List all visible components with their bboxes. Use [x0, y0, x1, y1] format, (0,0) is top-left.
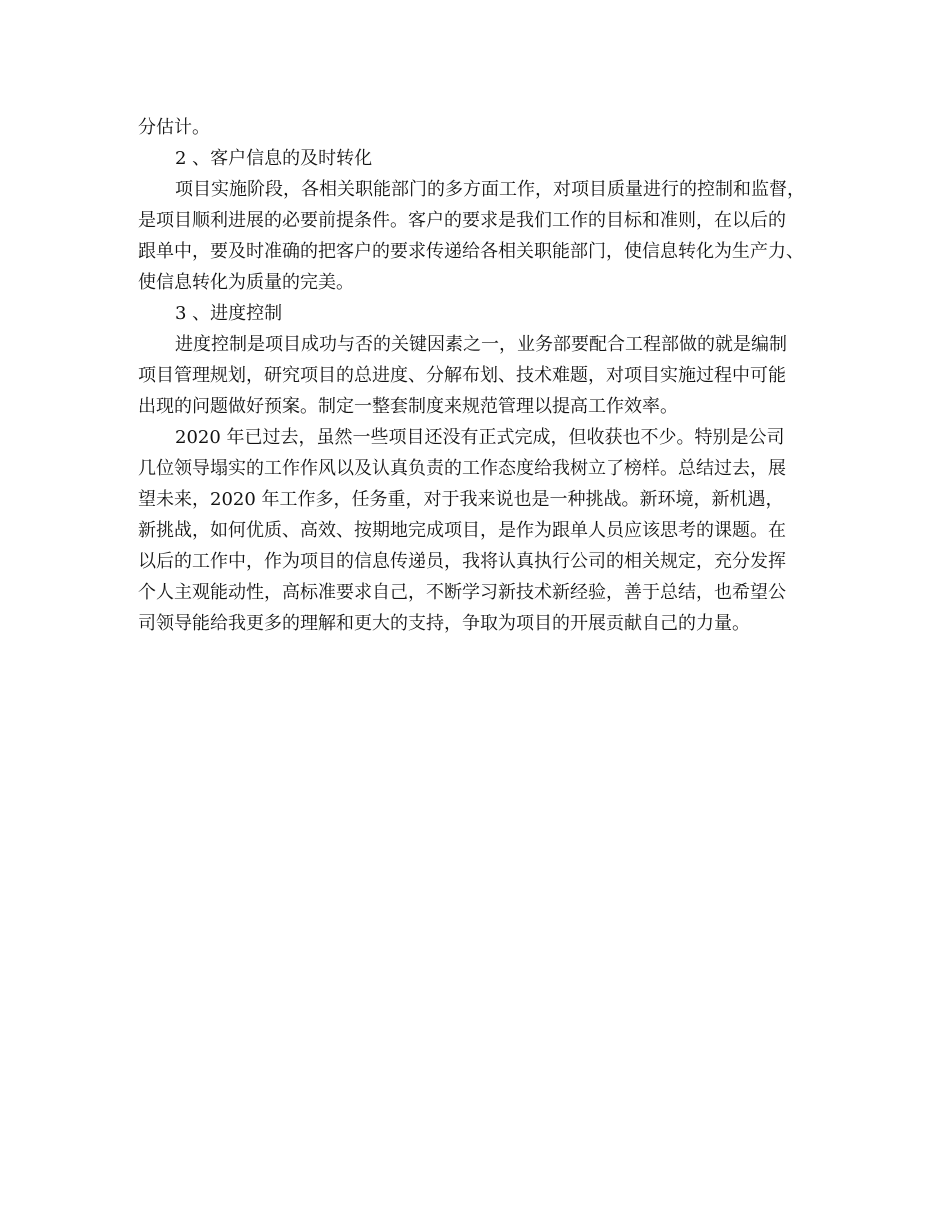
text-line: 司领导能给我更多的理解和更大的支持，争取为项目的开展贡献自己的力量。	[138, 613, 750, 634]
section-heading-progress-control	[138, 298, 828, 329]
text-line: 项目实施阶段，各相关职能部门的多方面工作，对项目质量进行的控制和监督，	[175, 179, 805, 200]
document-body	[138, 112, 828, 639]
text-line: 以后的工作中，作为项目的信息传递员，我将认真执行公司的相关规定，充分发挥	[138, 551, 786, 572]
text-line: 项目管理规划，研究项目的总进度、分解布划、技术难题，对项目实施过程中可能	[138, 365, 786, 386]
text-line: 是项目顺利进展的必要前提条件。客户的要求是我们工作的目标和准则，在以后的	[138, 210, 786, 231]
section-heading-customer-info	[138, 143, 828, 174]
paragraph-continuation	[138, 112, 828, 143]
paragraph-progress-control	[138, 329, 828, 422]
text-line: 望未来，2020 年工作多，任务重，对于我来说也是一种挑战。新环境，新机遇，	[138, 489, 784, 510]
text-line: 出现的问题做好预案。制定一整套制度来规范管理以提高工作效率。	[138, 396, 678, 417]
text-line: 使信息转化为质量的完美。	[138, 272, 354, 293]
heading-line: 3 、进度控制	[175, 303, 283, 324]
text-line: 几位领导塌实的工作作风以及认真负责的工作态度给我树立了榜样。总结过去，展	[138, 458, 786, 479]
text-line: 分估计。	[138, 117, 210, 138]
paragraph-summary	[138, 422, 828, 639]
text-line: 个人主观能动性，高标准要求自己，不断学习新技术新经验，善于总结，也希望公	[138, 582, 786, 603]
text-line: 2020 年已过去，虽然一些项目还没有正式完成，但收获也不少。特别是公司	[175, 427, 785, 448]
text-line: 跟单中，要及时准确的把客户的要求传递给各相关职能部门，使信息转化为生产力、	[138, 241, 804, 262]
paragraph-customer-info	[138, 174, 828, 298]
text-line: 新挑战，如何优质、高效、按期地完成项目，是作为跟单人员应该思考的课题。在	[138, 520, 786, 541]
text-line: 进度控制是项目成功与否的关键因素之一，业务部要配合工程部做的就是编制	[175, 334, 787, 355]
heading-line: 2 、客户信息的及时转化	[175, 148, 373, 169]
